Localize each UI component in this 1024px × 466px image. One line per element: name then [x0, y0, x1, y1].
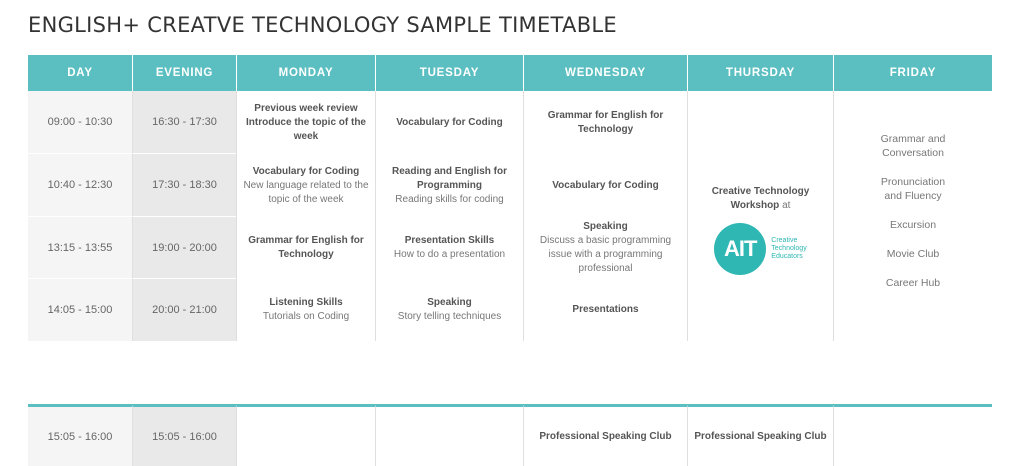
session-title: Grammar for English for Technology [547, 109, 664, 135]
logo-line-2: Technology [771, 245, 807, 252]
header-tuesday: TUESDAY [375, 55, 523, 91]
day-time-cell [28, 279, 132, 341]
friday-activity: Grammar and Conversation [880, 133, 946, 159]
day-time: 09:00 - 10:30 [47, 116, 113, 128]
evening-time: 16:30 - 17:30 [152, 116, 217, 128]
session-title: Professional Speaking Club [539, 430, 672, 442]
ait-logo [714, 223, 806, 275]
session-title: Vocabulary for Coding [252, 165, 360, 177]
page-title: ENGLISH+ CREATVE TECHNOLOGY SAMPLE TIMETABLE [28, 13, 617, 37]
evening-time: 15:05 - 16:00 [152, 430, 217, 443]
tuesday-session [375, 91, 523, 154]
timetable [28, 55, 992, 443]
workshop-suffix: at [779, 200, 791, 211]
thursday-workshop [687, 91, 833, 341]
session-title: Grammar for English for Technology [248, 235, 364, 260]
logo-text [771, 237, 806, 261]
session-title: Listening Skills [269, 297, 343, 308]
monday-empty [236, 405, 375, 466]
day-time-cell [28, 154, 132, 217]
session-title: Previous week review Introduce the topic of the week [246, 102, 366, 142]
monday-session [236, 91, 375, 154]
header-thursday: THURSDAY [687, 55, 833, 91]
wednesday-session [523, 91, 687, 154]
workshop-title-wrap [692, 185, 829, 213]
header-day: DAY [28, 55, 132, 91]
session-title: Vocabulary for Coding [552, 179, 659, 191]
logo-mark: AIT [714, 223, 766, 275]
tuesday-empty [375, 405, 523, 466]
friday-empty [833, 405, 992, 466]
session-subtitle: Discuss a basic programming issue with a programming professional [539, 235, 672, 274]
session-title: Presentations [572, 304, 639, 315]
tuesday-session [375, 217, 523, 279]
evening-time-cell [132, 91, 236, 154]
session-title: Speaking [583, 221, 628, 232]
session-title: Speaking [427, 297, 472, 308]
friday-activities [833, 91, 992, 341]
tuesday-session [375, 154, 523, 217]
wednesday-session [523, 279, 687, 341]
day-time: 13:15 - 13:55 [47, 241, 113, 254]
session-title: Vocabulary for Coding [396, 116, 503, 128]
evening-time-cell [132, 154, 236, 217]
monday-session [236, 154, 375, 217]
friday-activity: Movie Club [886, 248, 940, 260]
evening-time: 20:00 - 21:00 [152, 304, 217, 316]
session-title: Reading and English for Programming [391, 165, 507, 191]
friday-activity: Pronunciation and Fluency [880, 176, 946, 202]
day-time-cell [28, 405, 132, 466]
logo-line-1: Creative [771, 237, 798, 244]
evening-time-cell [132, 217, 236, 279]
friday-activity: Excursion [889, 219, 937, 231]
session-title: Presentation Skills [404, 235, 495, 246]
evening-time: 19:00 - 20:00 [152, 241, 217, 254]
session-subtitle: Reading skills for coding [395, 193, 504, 205]
day-time-cell [28, 91, 132, 154]
session-subtitle: Story telling techniques [397, 311, 502, 322]
monday-session [236, 279, 375, 341]
evening-time: 17:30 - 18:30 [152, 179, 217, 191]
evening-time-cell [132, 279, 236, 341]
tuesday-session [375, 279, 523, 341]
day-time-cell [28, 217, 132, 279]
day-time: 15:05 - 16:00 [47, 430, 113, 443]
session-subtitle: Tutorials on Coding [262, 311, 350, 322]
header-friday: FRIDAY [833, 55, 992, 91]
header-evening: EVENING [132, 55, 236, 91]
session-subtitle: New language related to the topic of the week [243, 179, 369, 205]
logo-line-3: Educators [771, 253, 803, 260]
header-wednesday: WEDNESDAY [523, 55, 687, 91]
wednesday-session [523, 154, 687, 217]
wednesday-session [523, 217, 687, 279]
day-time: 14:05 - 15:00 [47, 304, 113, 316]
evening-time-cell [132, 405, 236, 466]
friday-activity: Career Hub [885, 277, 941, 289]
session-title: Professional Speaking Club [694, 430, 827, 442]
thursday-club [687, 405, 833, 466]
monday-session [236, 217, 375, 279]
header-monday: MONDAY [236, 55, 375, 91]
wednesday-club [523, 405, 687, 466]
day-time: 10:40 - 12:30 [47, 179, 113, 191]
workshop-title: Creative Technology Workshop [711, 186, 810, 211]
session-subtitle: How to do a presentation [393, 249, 506, 260]
